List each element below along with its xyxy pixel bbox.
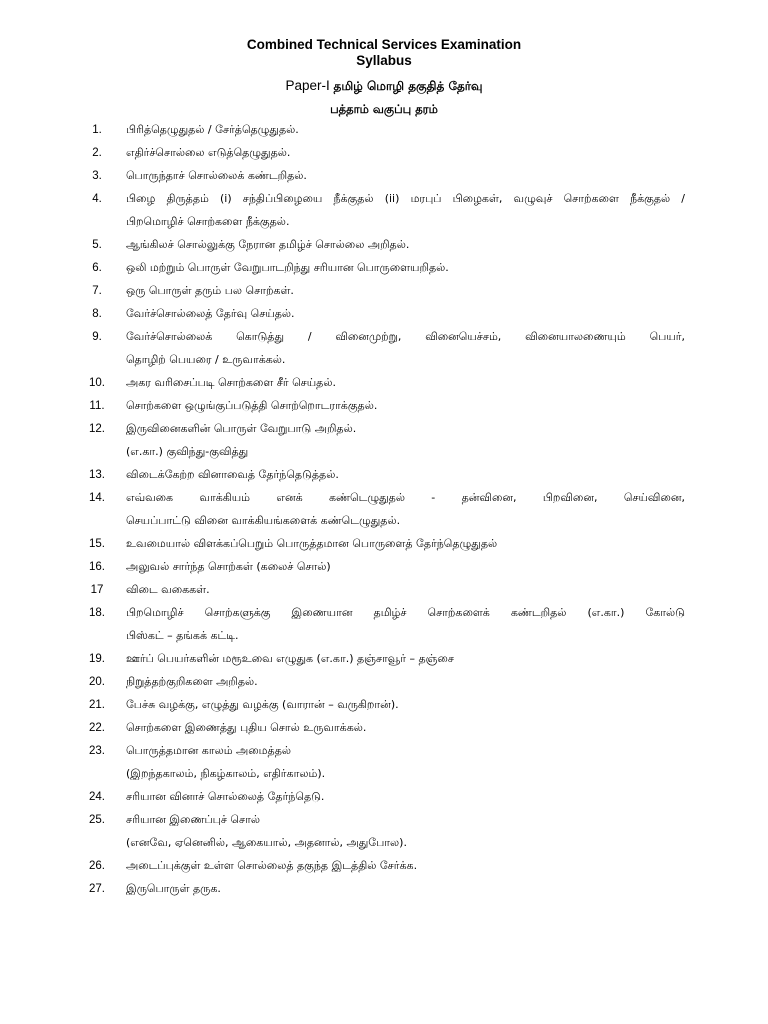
item-number: 10. — [89, 377, 105, 389]
list-item-continuation — [0, 626, 768, 646]
item-text: பிறமொழிச் சொற்களுக்கு இணையான தமிழ்ச் சொற்களைக் கண்டறிதல் (எ.கா.) கோல்டு — [126, 606, 685, 619]
item-text: பிழை திருத்தம் (i) சந்திப்பிழையை நீக்குதல் (ii) மரபுப் பிழைகள், வழுவுச் சொற்களை நீக்குதல் / — [126, 192, 685, 205]
list-item-continuation — [0, 511, 768, 531]
item-continuation-text: பிஸ்கட் – தங்கக் கட்டி. — [126, 629, 239, 642]
list-item — [0, 419, 768, 439]
list-item — [0, 304, 768, 324]
paper-title: தமிழ் மொழி தகுதித் தேர்வு — [333, 79, 483, 93]
list-item — [0, 718, 768, 738]
list-item — [0, 741, 768, 761]
item-number: 16. — [89, 561, 105, 573]
list-item — [0, 189, 768, 209]
item-continuation-text: செயப்பாட்டு வினை வாக்கியங்களைக் கண்டெழுதுதல். — [126, 514, 401, 527]
list-item — [0, 603, 768, 623]
item-text: பொருந்தாச் சொல்லைக் கண்டறிதல். — [126, 169, 307, 182]
list-item — [0, 488, 768, 508]
level-heading: பத்தாம் வகுப்பு தரம் — [330, 102, 438, 116]
item-number: 5. — [92, 239, 102, 251]
item-text: ஊர்ப் பெயர்களின் மரூஉவை எழுதுக (எ.கா.) தஞ்சாவூர் – தஞ்சை — [126, 652, 454, 665]
item-text: எதிர்ச்சொல்லை எடுத்தெழுதுதல். — [126, 146, 291, 159]
item-number: 3. — [92, 170, 102, 182]
list-item-continuation — [0, 833, 768, 853]
list-item — [0, 810, 768, 830]
item-number: 9. — [92, 331, 102, 343]
item-number: 18. — [89, 607, 105, 619]
item-number: 24. — [89, 791, 105, 803]
item-text: சரியான இணைப்புச் சொல் — [126, 813, 260, 826]
list-item — [0, 235, 768, 255]
item-text: வேர்ச்சொல்லைத் தேர்வு செய்தல். — [126, 307, 295, 320]
item-text: ஒலி மற்றும் பொருள் வேறுபாடறிந்து சரியான பொருளையறிதல். — [126, 261, 449, 274]
item-number: 23. — [89, 745, 105, 757]
item-text: உவமையால் விளக்கப்பெறும் பொருத்தமான பொருளைத் தேர்ந்தெழுதுதல் — [126, 537, 498, 550]
item-number: 25. — [89, 814, 105, 826]
item-number: 1. — [92, 124, 102, 136]
list-item — [0, 166, 768, 186]
syllabus-heading: Syllabus — [356, 53, 412, 68]
item-number: 6. — [92, 262, 102, 274]
item-continuation-text: (எனவே, ஏனெனில், ஆகையால், அதனால், அதுபோல). — [126, 836, 407, 849]
item-number: 8. — [92, 308, 102, 320]
item-continuation-text: தொழிற் பெயரை / உருவாக்கல். — [126, 353, 286, 366]
list-item — [0, 373, 768, 393]
list-item — [0, 281, 768, 301]
item-text: அகர வரிசைப்படி சொற்களை சீர் செய்தல். — [126, 376, 336, 389]
list-item — [0, 327, 768, 347]
list-item — [0, 879, 768, 899]
list-item — [0, 258, 768, 278]
list-item — [0, 649, 768, 669]
list-item-continuation — [0, 442, 768, 462]
item-number: 15. — [89, 538, 105, 550]
item-number: 20. — [89, 676, 105, 688]
list-item-continuation — [0, 764, 768, 784]
list-item — [0, 787, 768, 807]
item-number: 26. — [89, 860, 105, 872]
item-continuation-text: (இறந்தகாலம், நிகழ்காலம், எதிர்காலம்). — [126, 767, 326, 780]
item-text: எவ்வகை வாக்கியம் எனக் கண்டெழுதுதல் - தன்வினை, பிறவினை, செய்வினை, — [126, 491, 685, 504]
item-number: 2. — [92, 147, 102, 159]
paper-prefix: Paper-I — [285, 78, 330, 93]
item-number: 21. — [89, 699, 105, 711]
item-text: சொற்களை ஒழுங்குப்படுத்தி சொற்றொடராக்குதல். — [126, 399, 378, 412]
item-text: சொற்களை இணைத்து புதிய சொல் உருவாக்கல். — [126, 721, 367, 734]
item-text: அடைப்புக்குள் உள்ள சொல்லைத் தகுந்த இடத்தில் சேர்க்க. — [126, 859, 418, 872]
item-text: விடை வகைகள். — [126, 583, 210, 596]
item-text: ஆங்கிலச் சொல்லுக்கு நேரான தமிழ்ச் சொல்லை அறிதல். — [126, 238, 410, 251]
item-text: நிறுத்தற்குறிகளை அறிதல். — [126, 675, 258, 688]
list-item — [0, 695, 768, 715]
item-number: 4. — [92, 193, 102, 205]
exam-title: Combined Technical Services Examination — [246, 37, 522, 52]
item-text: விடைக்கேற்ற வினாவைத் தேர்ந்தெடுத்தல். — [126, 468, 339, 481]
item-number: 19. — [89, 653, 105, 665]
list-item — [0, 672, 768, 692]
item-text: இருவினைகளின் பொருள் வேறுபாடு அறிதல். — [126, 422, 357, 435]
item-text: பொருத்தமான காலம் அமைத்தல் — [126, 744, 291, 757]
list-item — [0, 465, 768, 485]
list-item — [0, 120, 768, 140]
list-item — [0, 557, 768, 577]
item-continuation-text: பிறமொழிச் சொற்களை நீக்குதல். — [126, 215, 290, 228]
list-item — [0, 856, 768, 876]
item-number: 11. — [89, 400, 105, 412]
item-text: சரியான வினாச் சொல்லைத் தேர்ந்தெடு. — [126, 790, 325, 803]
item-text: இருபொருள் தருக. — [126, 882, 221, 895]
list-item — [0, 396, 768, 416]
item-number: 22. — [89, 722, 105, 734]
item-number: 17 — [90, 584, 104, 596]
list-item — [0, 580, 768, 600]
item-number: 7. — [92, 285, 102, 297]
item-number: 27. — [89, 883, 105, 895]
item-continuation-text: (எ.கா.) குவிந்து-குவித்து — [126, 445, 249, 458]
item-text: அலுவல் சார்ந்த சொற்கள் (கலைச் சொல்) — [126, 560, 331, 573]
item-number: 12. — [89, 423, 105, 435]
item-number: 14. — [89, 492, 105, 504]
list-item — [0, 534, 768, 554]
item-text: பேச்சு வழக்கு, எழுத்து வழக்கு (வாரான் – வருகிறான்). — [126, 698, 399, 711]
item-text: வேர்ச்சொல்லைக் கொடுத்து / வினைமுற்று, வினையெச்சம், வினையாலணையும் பெயர், — [126, 330, 685, 343]
list-item — [0, 143, 768, 163]
list-item-continuation — [0, 212, 768, 232]
list-item-continuation — [0, 350, 768, 370]
item-number: 13. — [89, 469, 105, 481]
item-text: பிரித்தெழுதுதல் / சேர்த்தெழுதுதல். — [126, 123, 299, 136]
item-text: ஒரு பொருள் தரும் பல சொற்கள். — [126, 284, 294, 297]
